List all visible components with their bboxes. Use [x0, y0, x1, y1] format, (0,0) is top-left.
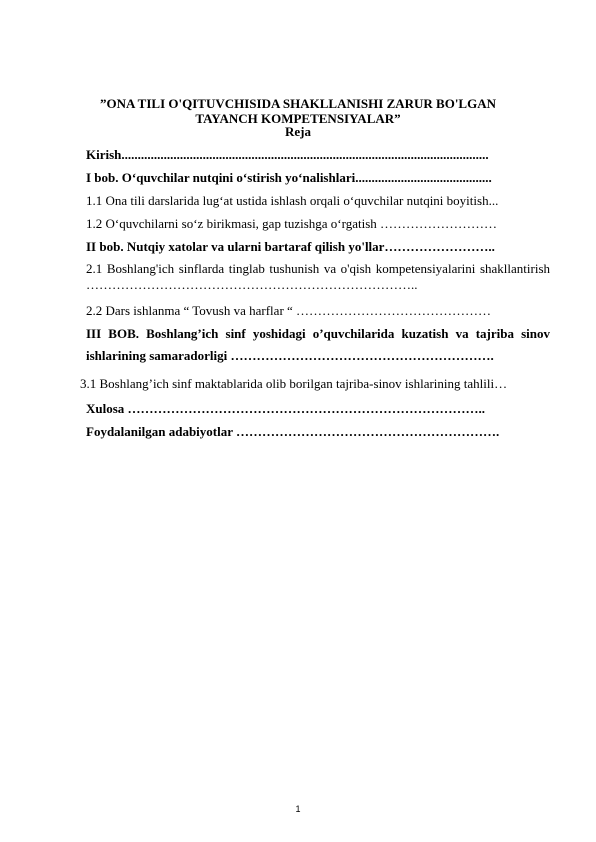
- page-number: 1: [295, 804, 301, 814]
- toc-item-chapter-3: III BOB. Boshlang’ich sinf yoshidagi o’quvchilarida kuzatish va tajriba sinov ishlarining samaradorligi …………………………………………………….: [86, 326, 550, 363]
- document-title: ”ONA TILI O'QITUVCHISIDA SHAKLLANISHI ZARUR BO'LGAN TAYANCH KOMPETENSIYALAR”: [100, 96, 496, 126]
- toc-item-2-1: 2.1 Boshlang'ich sinflarda tinglab tushunish va o'qish kompetensiyalarini shakllantirish …………………………………………………………………..: [86, 261, 550, 292]
- plan-heading: Reja: [285, 124, 311, 139]
- table-of-contents: [80, 143, 550, 443]
- toc-item-references: Foydalanilgan adabiyotlar …………………………………………………….: [86, 424, 500, 439]
- toc-item-2-2: 2.2 Dars ishlanma “ Tovush va harflar “ ………………………………………: [86, 303, 492, 318]
- toc-item-chapter-1: I bob. O‘quvchilar nutqini o‘stirish yo‘nalishlari..........................................: [86, 170, 492, 185]
- toc-item-conclusion: Xulosa ………………………………………………………………………..: [86, 401, 486, 416]
- toc-item-1-1: 1.1 Ona tili darslarida lug‘at ustida ishlash orqali o‘quvchilar nutqini boyitish...: [86, 193, 499, 208]
- toc-item-1-2: 1.2 O‘quvchilarni so‘z birikmasi, gap tuzishga o‘rgatish ………………………: [86, 216, 498, 231]
- toc-item-3-1: 3.1 Boshlang’ich sinf maktablarida olib borilgan tajriba-sinov ishlarining tahlili…: [80, 376, 508, 391]
- toc-item-introduction: Kirish.................................................................................................................: [86, 147, 489, 162]
- toc-item-chapter-2: II bob. Nutqiy xatolar va ularni bartaraf qilish yo'llar……………………..: [86, 239, 495, 254]
